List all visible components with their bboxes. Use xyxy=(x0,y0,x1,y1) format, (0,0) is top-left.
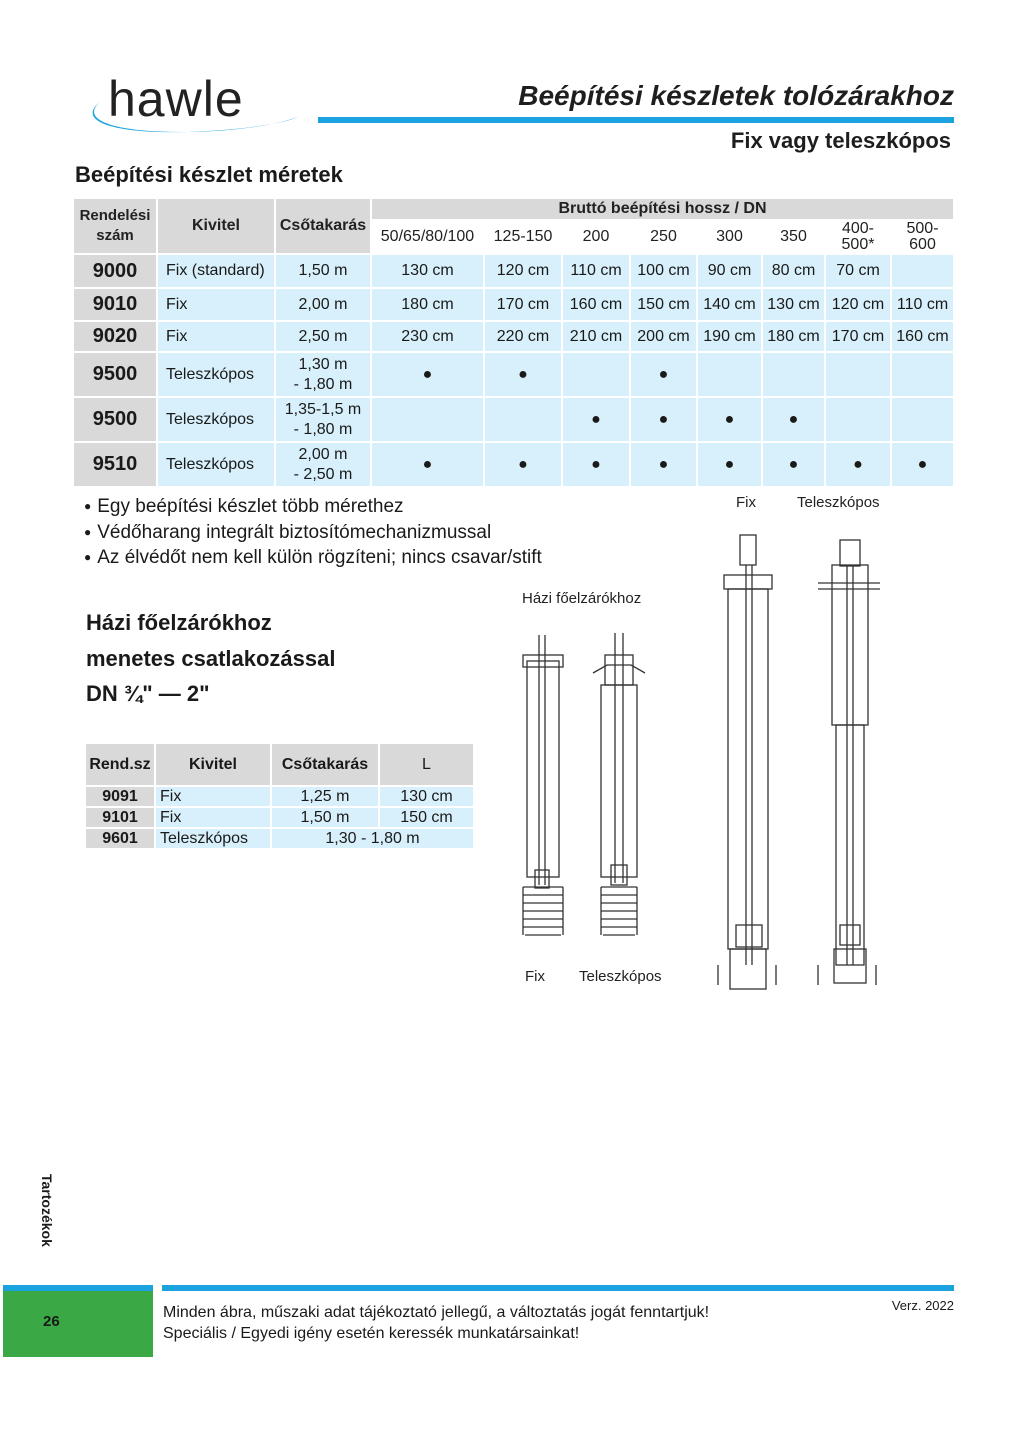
drawing-caption-house: Házi főelzárókhoz xyxy=(522,590,642,607)
house-valve-drawings xyxy=(505,625,675,945)
dn-column-header: 200 xyxy=(562,220,630,254)
table-row xyxy=(73,254,954,288)
length-cell: 130 cm xyxy=(371,254,484,288)
kivitel-cell: Teleszkópos xyxy=(155,828,271,849)
availability-dot: ● xyxy=(484,442,562,487)
length-cell: 210 cm xyxy=(562,321,630,352)
order-number: 9020 xyxy=(73,321,157,352)
table-row xyxy=(73,288,954,321)
length-cell: 220 cm xyxy=(484,321,562,352)
table-row xyxy=(73,352,954,397)
footer-note-line: Speciális / Egyedi igény esetén keressék munkatársainkat! xyxy=(163,1325,580,1342)
header-order-number: Rendelési szám xyxy=(73,198,157,254)
length-cell: 150 cm xyxy=(379,807,474,828)
kivitel-cell: Fix xyxy=(155,786,271,807)
availability-dot: ● xyxy=(630,442,697,487)
kivitel-cell: Fix (standard) xyxy=(157,254,275,288)
length-cell: 140 cm xyxy=(697,288,762,321)
length-cell: 170 cm xyxy=(484,288,562,321)
length-cell: 130 cm xyxy=(762,288,825,321)
side-section-label: Tartozékok xyxy=(39,1174,55,1247)
table-row xyxy=(85,807,474,828)
house-title-line: menetes csatlakozással xyxy=(86,645,336,671)
cover-cell: 2,00 m xyxy=(275,288,371,321)
availability-dot: ● xyxy=(562,397,630,442)
dn-column-header: 50/65/80/100 xyxy=(371,220,484,254)
order-number: 9500 xyxy=(73,397,157,442)
drawing-label-teleszkopos: Teleszkópos xyxy=(579,968,662,985)
house-valve-table xyxy=(84,742,475,850)
header-rendsz: Rend.sz xyxy=(85,743,155,786)
header-csotakaras: Csőtakarás xyxy=(271,743,379,786)
availability-dot: ● xyxy=(697,442,762,487)
availability-dot: ● xyxy=(630,352,697,397)
cover-cell: 1,30 m - 1,80 m xyxy=(275,352,371,397)
availability-dot: ● xyxy=(762,397,825,442)
house-title-line: DN ¾" — 2" xyxy=(86,681,210,706)
length-cell: 120 cm xyxy=(484,254,562,288)
header-csotakaras: Csőtakarás xyxy=(275,198,371,254)
length-cell: 170 cm xyxy=(825,321,891,352)
length-cell: 70 cm xyxy=(825,254,891,288)
header-brutto: Bruttó beépítési hossz / DN xyxy=(371,198,954,220)
length-cell: 100 cm xyxy=(630,254,697,288)
order-number: 9101 xyxy=(85,807,155,828)
header-l: L xyxy=(379,743,474,786)
house-title-line: Házi főelzárókhoz xyxy=(86,610,272,635)
cover-cell: 2,00 m - 2,50 m xyxy=(275,442,371,487)
length-cell xyxy=(891,352,954,397)
footer-note-line: Minden ábra, műszaki adat tájékoztató jellegű, a változtatás jogát fenntartjuk! xyxy=(163,1304,710,1321)
length-cell: 200 cm xyxy=(630,321,697,352)
drawing-label-teleszkopos: Teleszkópos xyxy=(797,494,880,511)
availability-dot: ● xyxy=(630,397,697,442)
title-rule xyxy=(318,117,954,123)
hawle-logo-text: hawle xyxy=(108,71,244,127)
feature-item: ● Egy beépítési készlet több mérethez xyxy=(84,495,542,521)
length-cell: 190 cm xyxy=(697,321,762,352)
header-kivitel: Kivitel xyxy=(155,743,271,786)
length-cell: 80 cm xyxy=(762,254,825,288)
kivitel-cell: Teleszkópos xyxy=(157,352,275,397)
length-cell xyxy=(825,397,891,442)
kivitel-cell: Fix xyxy=(157,321,275,352)
section-title: Beépítési készlet méretek xyxy=(75,162,343,187)
length-cell xyxy=(891,254,954,288)
house-section-title xyxy=(86,605,336,712)
kivitel-cell: Fix xyxy=(157,288,275,321)
dn-column-header: 400- 500* xyxy=(825,220,891,254)
availability-dot: ● xyxy=(484,352,562,397)
order-number: 9091 xyxy=(85,786,155,807)
footer-note xyxy=(163,1302,709,1344)
version-label: Verz. 2022 xyxy=(891,1298,954,1313)
length-cell xyxy=(891,397,954,442)
table-row xyxy=(85,786,474,807)
gate-valve-drawings xyxy=(710,525,900,995)
feature-item: ● Védőharang integrált biztosítómechanizmussal xyxy=(84,521,542,547)
length-cell: 130 cm xyxy=(379,786,474,807)
page-subtitle: Fix vagy teleszkópos xyxy=(730,128,951,153)
cover-cell: 1,50 m xyxy=(275,254,371,288)
drawing-label-fix: Fix xyxy=(736,494,756,511)
dn-column-header: 350 xyxy=(762,220,825,254)
table-row xyxy=(85,828,474,849)
table-row xyxy=(73,442,954,487)
availability-dot: ● xyxy=(891,442,954,487)
cover-cell: 1,35-1,5 m - 1,80 m xyxy=(275,397,371,442)
feature-item: ● Az élvédőt nem kell külön rögzíteni; nincs csavar/stift xyxy=(84,546,542,572)
length-cell: 160 cm xyxy=(562,288,630,321)
length-cell xyxy=(762,352,825,397)
table-row xyxy=(73,397,954,442)
length-cell xyxy=(697,352,762,397)
length-cell: 110 cm xyxy=(891,288,954,321)
order-number: 9601 xyxy=(85,828,155,849)
length-cell: 180 cm xyxy=(762,321,825,352)
kivitel-cell: Fix xyxy=(155,807,271,828)
length-cell xyxy=(562,352,630,397)
page-number: 26 xyxy=(43,1313,60,1330)
order-number: 9000 xyxy=(73,254,157,288)
footer-page-block xyxy=(3,1286,153,1357)
availability-dot: ● xyxy=(825,442,891,487)
length-cell: 110 cm xyxy=(562,254,630,288)
length-cell xyxy=(484,397,562,442)
drawing-label-fix: Fix xyxy=(525,968,545,985)
length-cell xyxy=(825,352,891,397)
feature-list xyxy=(84,495,542,572)
order-number: 9510 xyxy=(73,442,157,487)
availability-dot: ● xyxy=(762,442,825,487)
length-cell xyxy=(371,397,484,442)
footer-rule xyxy=(162,1285,954,1291)
page-title: Beépítési készletek tolózárakhoz xyxy=(518,80,954,111)
length-cell: 90 cm xyxy=(697,254,762,288)
dn-column-header: 500- 600 xyxy=(891,220,954,254)
length-cell: 160 cm xyxy=(891,321,954,352)
table-row xyxy=(73,321,954,352)
order-number: 9500 xyxy=(73,352,157,397)
cover-cell: 2,50 m xyxy=(275,321,371,352)
length-cell: 120 cm xyxy=(825,288,891,321)
cover-range-cell: 1,30 - 1,80 m xyxy=(271,828,474,849)
cover-cell: 1,25 m xyxy=(271,786,379,807)
cover-cell: 1,50 m xyxy=(271,807,379,828)
order-number: 9010 xyxy=(73,288,157,321)
length-cell: 180 cm xyxy=(371,288,484,321)
dn-column-header: 250 xyxy=(630,220,697,254)
availability-dot: ● xyxy=(697,397,762,442)
dn-column-header: 125-150 xyxy=(484,220,562,254)
availability-dot: ● xyxy=(371,352,484,397)
kivitel-cell: Teleszkópos xyxy=(157,442,275,487)
header-kivitel: Kivitel xyxy=(157,198,275,254)
availability-dot: ● xyxy=(562,442,630,487)
length-cell: 230 cm xyxy=(371,321,484,352)
length-cell: 150 cm xyxy=(630,288,697,321)
footer-page-rule xyxy=(3,1285,153,1291)
dn-column-header: 300 xyxy=(697,220,762,254)
kivitel-cell: Teleszkópos xyxy=(157,397,275,442)
installation-set-table xyxy=(72,197,955,488)
availability-dot: ● xyxy=(371,442,484,487)
